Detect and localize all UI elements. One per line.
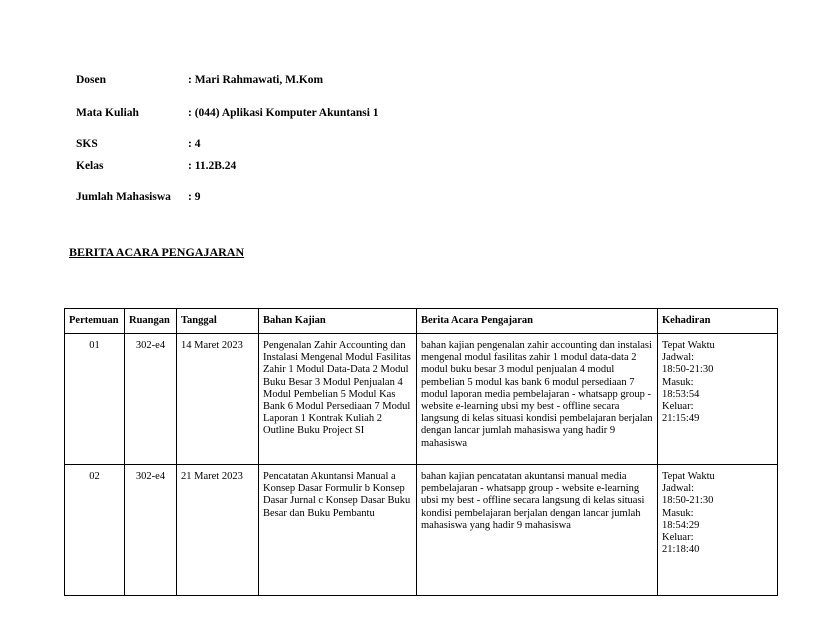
- info-value: : Mari Rahmawati, M.Kom: [188, 74, 324, 86]
- header-bahan-kajian: Bahan Kajian: [259, 309, 417, 334]
- kehadiran-jadwal-label: Jadwal:: [662, 352, 695, 364]
- kehadiran-jadwal-label: Jadwal:: [662, 483, 695, 495]
- kehadiran-masuk-label: Masuk:: [662, 507, 694, 519]
- kehadiran-keluar-value: 21:18:40: [662, 544, 700, 556]
- kehadiran-keluar-label: Keluar:: [662, 532, 694, 544]
- cell-pertemuan: 01: [65, 334, 125, 465]
- info-value: : 11.2B.24: [188, 160, 237, 172]
- cell-berita-acara: bahan kajian pencatatan akuntansi manual media pembelajaran - whatsapp group - website e-learning ubsi my best - offline secara langsung di kelas situasi kondisi pembelajaran berjalan dengan lancar jumlah mahasiswa yang hadir 9 mahasiswa: [417, 465, 658, 596]
- cell-tanggal: 14 Maret 2023: [177, 334, 259, 465]
- kehadiran-jadwal-value: 18:50-21:30: [662, 495, 714, 507]
- info-label: SKS: [76, 138, 98, 150]
- info-label: Kelas: [76, 160, 104, 172]
- info-label: Dosen: [76, 74, 107, 86]
- cell-bahan-kajian: Pengenalan Zahir Accounting dan Instalasi Mengenal Modul Fasilitas Zahir 1 Modul Data-Data 2 Modul Buku Besar 3 Modul Penjualan 4 Modul Pembelian 5 Modul Kas Bank 6 Modul Persediaan 7 Modul Laporan 1 Kontrak Kuliah 2 Outline Buku Project SI: [259, 334, 417, 465]
- info-label: Jumlah Mahasiswa: [76, 191, 171, 203]
- header-berita-acara: Berita Acara Pengajaran: [417, 309, 658, 334]
- kehadiran-keluar-label: Keluar:: [662, 401, 694, 413]
- kehadiran-masuk-value: 18:53:54: [662, 388, 700, 400]
- header-ruangan: Ruangan: [125, 309, 177, 334]
- cell-kehadiran: [658, 465, 778, 596]
- table-header-row: [65, 309, 778, 334]
- kehadiran-status: Tepat Waktu: [662, 340, 715, 351]
- section-title: BERITA ACARA PENGAJARAN: [69, 245, 245, 259]
- kehadiran-keluar-value: 21:15:49: [662, 413, 700, 425]
- kehadiran-status: Tepat Waktu: [662, 471, 715, 482]
- header-pertemuan: Pertemuan: [65, 309, 125, 334]
- cell-berita-acara: bahan kajian pengenalan zahir accounting dan instalasi mengenal modul fasilitas zahir 1 modul data-data 2 modul buku besar 3 modul penjualan 4 modul pembelian 5 modul kas bank 6 modul persediaan 7 modul laporan media pembelajaran - whatsapp group - website e-learning ubsi my best - offline secara langsung di kelas situasi kondisi pembelajaran berjalan dengan lancar jumlah mahasiswa yang hadir 9 mahasiswa: [417, 334, 658, 465]
- info-value: : (044) Aplikasi Komputer Akuntansi 1: [188, 107, 379, 119]
- header-tanggal: Tanggal: [177, 309, 259, 334]
- info-label: Mata Kuliah: [76, 107, 139, 119]
- kehadiran-masuk-label: Masuk:: [662, 376, 694, 388]
- header-kehadiran: Kehadiran: [658, 309, 778, 334]
- cell-bahan-kajian: Pencatatan Akuntansi Manual a Konsep Dasar Formulir b Konsep Dasar Jurnal c Konsep Dasar Buku Besar dan Buku Pembantu: [259, 465, 417, 596]
- info-value: : 9: [188, 191, 201, 203]
- berita-acara-table: [64, 308, 778, 596]
- cell-ruangan: 302-e4: [125, 334, 177, 465]
- cell-kehadiran: [658, 334, 778, 465]
- kehadiran-jadwal-value: 18:50-21:30: [662, 364, 714, 376]
- cell-ruangan: 302-e4: [125, 465, 177, 596]
- cell-tanggal: 21 Maret 2023: [177, 465, 259, 596]
- table-row: [65, 465, 778, 596]
- table-row: [65, 334, 778, 465]
- kehadiran-masuk-value: 18:54:29: [662, 519, 700, 531]
- info-value: : 4: [188, 138, 201, 150]
- cell-pertemuan: 02: [65, 465, 125, 596]
